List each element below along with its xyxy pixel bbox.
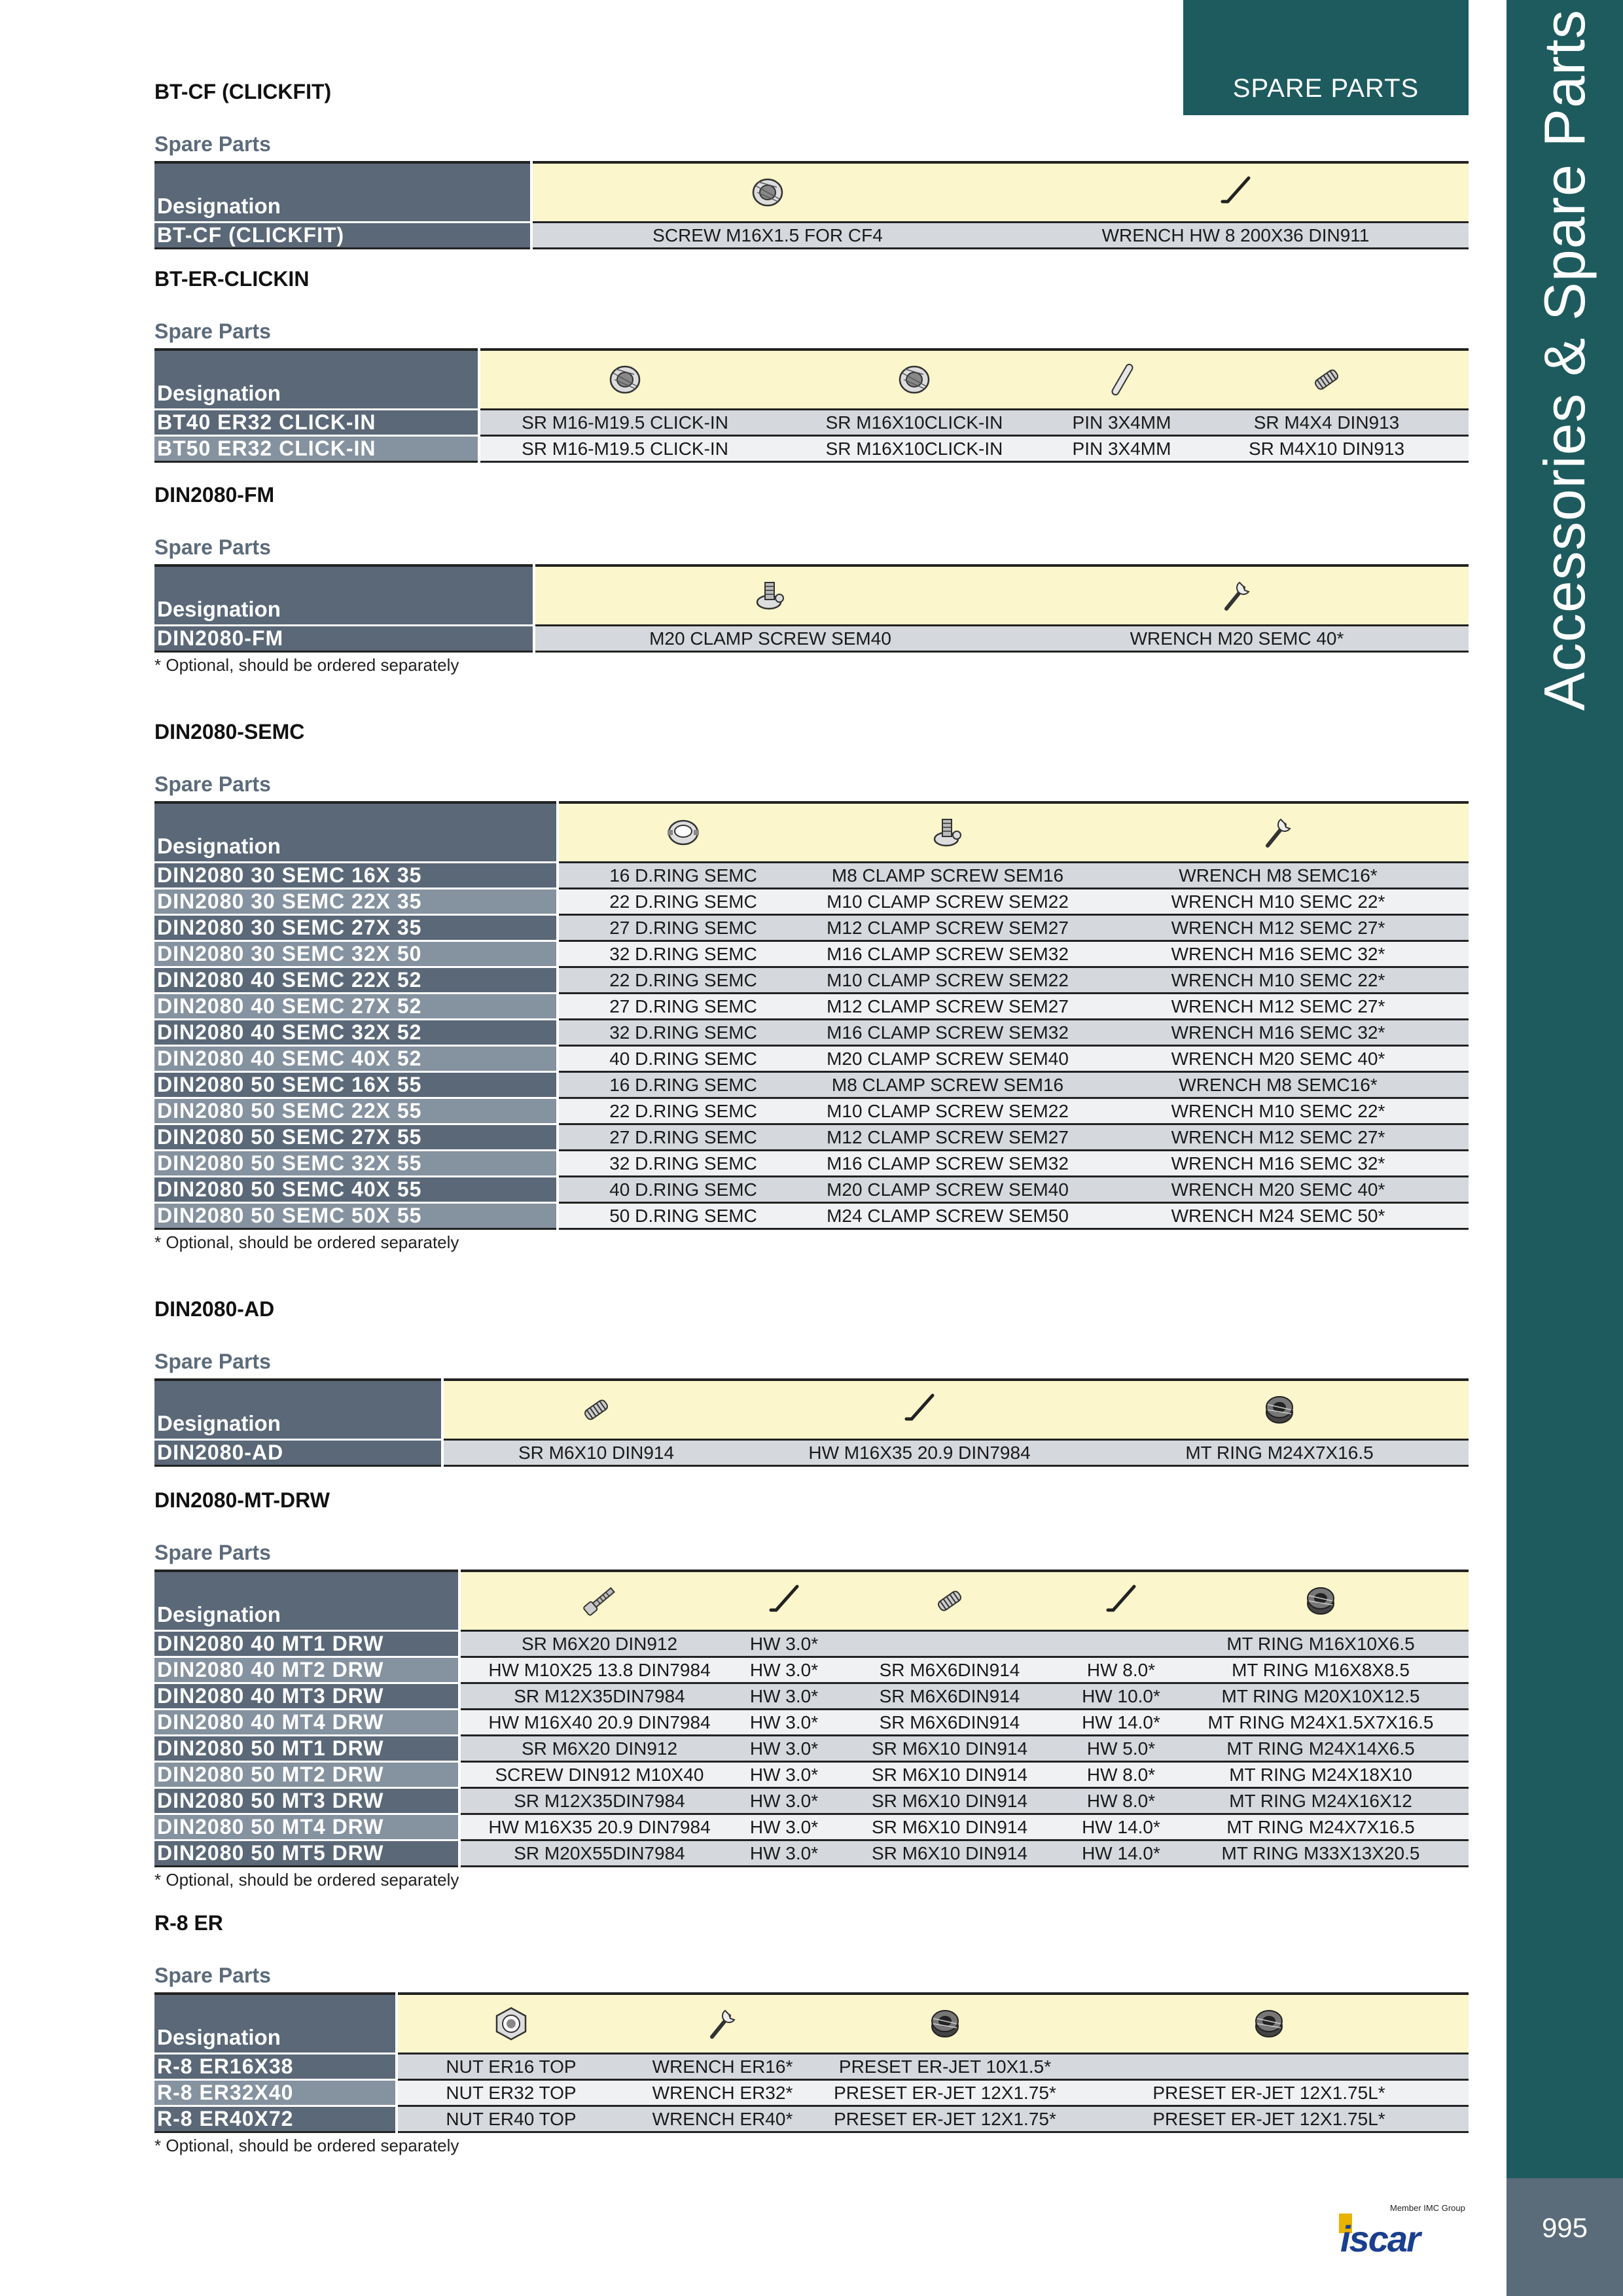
designation-cell: DIN2080 40 SEMC 32X 52: [154, 1020, 558, 1046]
part-cell: SR M16-M19.5 CLICK-IN: [479, 410, 770, 436]
part-cell: SR M4X10 DIN913: [1185, 436, 1469, 462]
designation-cell: DIN2080 50 MT5 DRW: [154, 1840, 459, 1867]
spare-parts-label: Spare Parts: [154, 1964, 271, 1987]
table-row: [154, 1710, 1469, 1736]
part-cell: HW 3.0*: [738, 1657, 830, 1683]
page-number: 995: [1541, 2212, 1588, 2243]
part-cell: M10 CLAMP SCREW SEM22: [808, 889, 1088, 915]
part-cell: M10 CLAMP SCREW SEM22: [808, 1098, 1088, 1124]
part-cell: 32 D.RING SEMC: [558, 1151, 808, 1177]
part-cell: WRENCH M24 SEMC 50*: [1088, 1203, 1469, 1229]
designation-cell: DIN2080 50 SEMC 32X 55: [154, 1151, 558, 1177]
spanner-icon: [1216, 590, 1258, 601]
part-cell: HW 14.0*: [1069, 1840, 1173, 1867]
spanner-icon: [702, 2018, 743, 2029]
spare-parts-label: Spare Parts: [154, 1541, 271, 1564]
part-icon-cell: [808, 802, 1088, 863]
designation-cell: DIN2080 50 MT3 DRW: [154, 1788, 459, 1814]
part-icon-cell: [459, 1571, 738, 1631]
section-din2080-fm: [154, 482, 1469, 675]
designation-cell: DIN2080-FM: [154, 626, 534, 652]
designation-cell: BT50 ER32 CLICK-IN: [154, 436, 479, 462]
table-row: [154, 2106, 1469, 2132]
designation-header: Designation: [154, 565, 534, 626]
designation-header: Designation: [154, 350, 479, 410]
table-row: [154, 1020, 1469, 1046]
table-row: [154, 1657, 1469, 1683]
part-cell: M16 CLAMP SCREW SEM32: [808, 1020, 1088, 1046]
clamp-screw-round-icon: [747, 187, 789, 198]
logo-brand-text: iscar: [1340, 2218, 1419, 2259]
part-cell: HW 3.0*: [738, 1814, 830, 1840]
part-cell: [1069, 2054, 1469, 2080]
table-row: [154, 1814, 1469, 1840]
table-header-row: [154, 565, 1469, 626]
designation-cell: DIN2080 30 SEMC 32X 50: [154, 941, 558, 967]
designation-cell: DIN2080 40 SEMC 27X 52: [154, 994, 558, 1020]
part-cell: M16 CLAMP SCREW SEM32: [808, 941, 1088, 967]
part-cell: [1069, 1631, 1173, 1657]
spare-parts-table: [154, 1378, 1469, 1467]
section-din2080-semc: [154, 719, 1469, 1252]
table-row: [154, 1440, 1469, 1466]
table-row: [154, 1840, 1469, 1867]
spare-parts-table: [154, 1992, 1469, 2133]
part-cell: WRENCH M8 SEMC16*: [1088, 863, 1469, 889]
table-row: [154, 2054, 1469, 2080]
table-row: [154, 863, 1469, 889]
part-cell: 16 D.RING SEMC: [558, 1072, 808, 1098]
side-title: [1507, 0, 1623, 720]
part-cell: M12 CLAMP SCREW SEM27: [808, 915, 1088, 941]
part-icon-cell: [558, 802, 808, 863]
set-screw-icon: [1306, 374, 1347, 385]
part-cell: [830, 1631, 1069, 1657]
part-cell: MT RING M24X14X6.5: [1173, 1736, 1469, 1762]
part-icon-cell: [1185, 350, 1469, 410]
part-cell: MT RING M24X16X12: [1173, 1788, 1469, 1814]
spare-parts-tab-label: SPARE PARTS: [1232, 74, 1419, 103]
hex-wrench-icon: [899, 1404, 940, 1415]
part-cell: M20 CLAMP SCREW SEM40: [808, 1177, 1088, 1203]
part-cell: WRENCH M8 SEMC16*: [1088, 1072, 1469, 1098]
section-din2080-ad: [154, 1296, 1469, 1467]
part-icon-cell: [531, 162, 1003, 223]
table-header-row: [154, 1994, 1469, 2054]
spanner-icon: [1257, 827, 1299, 838]
designation-cell: DIN2080 50 MT4 DRW: [154, 1814, 459, 1840]
part-cell: PRESET ER-JET 10X1.5*: [821, 2054, 1069, 2080]
designation-cell: DIN2080 30 SEMC 27X 35: [154, 915, 558, 941]
nut-icon: [490, 2018, 532, 2029]
part-icon-cell: [749, 1380, 1090, 1440]
part-cell: HW 3.0*: [738, 1840, 830, 1867]
part-icon-cell: [1088, 802, 1469, 863]
clamp-screw-icon: [749, 590, 791, 601]
part-cell: MT RING M24X7X16.5: [1173, 1814, 1469, 1840]
part-cell: SR M6X10 DIN914: [830, 1840, 1069, 1867]
spare-parts-table: [154, 564, 1469, 653]
table-row: [154, 2080, 1469, 2106]
table-row: [154, 1683, 1469, 1710]
part-cell: HW 5.0*: [1069, 1736, 1173, 1762]
spare-parts-table: [154, 801, 1469, 1230]
designation-cell: BT-CF (CLICKFIT): [154, 223, 531, 249]
section-title: DIN2080-AD: [154, 1297, 275, 1321]
table-row: [154, 941, 1469, 967]
part-icon-cell: [442, 1380, 749, 1440]
table-header-row: [154, 350, 1469, 410]
iscar-logo: [1338, 2200, 1469, 2259]
section-bt-cf: [154, 79, 1469, 249]
part-cell: M20 CLAMP SCREW SEM40: [534, 626, 1005, 652]
designation-cell: DIN2080 50 SEMC 16X 55: [154, 1072, 558, 1098]
designation-cell: DIN2080 50 SEMC 50X 55: [154, 1203, 558, 1229]
table-header-row: [154, 162, 1469, 223]
part-cell: SR M6X20 DIN912: [459, 1631, 738, 1657]
designation-header: Designation: [154, 1994, 397, 2054]
part-cell: MT RING M24X18X10: [1173, 1762, 1469, 1788]
hex-wrench-icon: [763, 1595, 805, 1606]
part-cell: PIN 3X4MM: [1059, 410, 1185, 436]
table-row: [154, 1098, 1469, 1124]
part-cell: HW 3.0*: [738, 1683, 830, 1710]
part-cell: MT RING M20X10X12.5: [1173, 1683, 1469, 1710]
part-cell: M20 CLAMP SCREW SEM40: [808, 1046, 1088, 1072]
table-row: [154, 1788, 1469, 1814]
part-cell: HW M16X35 20.9 DIN7984: [749, 1440, 1090, 1466]
logo-member-text: Member IMC Group: [1390, 2203, 1465, 2213]
part-cell: SR M16X10CLICK-IN: [770, 436, 1059, 462]
spare-parts-label: Spare Parts: [154, 132, 271, 156]
designation-header: Designation: [154, 802, 558, 863]
clamp-screw-icon: [927, 827, 969, 838]
part-cell: 22 D.RING SEMC: [558, 1098, 808, 1124]
part-icon-cell: [738, 1571, 830, 1631]
hex-wrench-icon: [1100, 1595, 1142, 1606]
part-cell: HW 8.0*: [1069, 1788, 1173, 1814]
part-cell: WRENCH M20 SEMC 40*: [1005, 626, 1469, 652]
table-row: [154, 410, 1469, 436]
designation-cell: DIN2080 50 MT1 DRW: [154, 1736, 459, 1762]
spare-parts-label: Spare Parts: [154, 772, 271, 796]
part-icon-cell: [821, 1994, 1069, 2054]
section-title: BT-ER-CLICKIN: [154, 267, 310, 291]
table-row: [154, 1124, 1469, 1151]
part-cell: SR M6X10 DIN914: [830, 1736, 1069, 1762]
part-cell: SR M6X10 DIN914: [830, 1788, 1069, 1814]
designation-cell: DIN2080 40 MT3 DRW: [154, 1683, 459, 1710]
part-cell: PRESET ER-JET 12X1.75*: [821, 2106, 1069, 2132]
part-cell: 22 D.RING SEMC: [558, 889, 808, 915]
part-cell: SR M6X20 DIN912: [459, 1736, 738, 1762]
part-cell: SR M20X55DIN7984: [459, 1840, 738, 1867]
part-cell: WRENCH M12 SEMC 27*: [1088, 994, 1469, 1020]
part-cell: SR M6X10 DIN914: [830, 1814, 1069, 1840]
part-icon-cell: [770, 350, 1059, 410]
optional-note: * Optional, should be ordered separately: [154, 1870, 459, 1890]
part-icon-cell: [1069, 1994, 1469, 2054]
part-cell: SR M16-M19.5 CLICK-IN: [479, 436, 770, 462]
part-icon-cell: [1005, 565, 1469, 626]
hex-wrench-icon: [1215, 187, 1257, 198]
designation-cell: DIN2080 30 SEMC 16X 35: [154, 863, 558, 889]
section-r8-er: [154, 1910, 1469, 2155]
part-cell: SCREW DIN912 M10X40: [459, 1762, 738, 1788]
part-cell: SR M6X6DIN914: [830, 1657, 1069, 1683]
part-cell: HW 10.0*: [1069, 1683, 1173, 1710]
table-row: [154, 436, 1469, 462]
designation-cell: R-8 ER32X40: [154, 2080, 397, 2106]
part-cell: HW M16X35 20.9 DIN7984: [459, 1814, 738, 1840]
section-din2080-mt-drw: [154, 1487, 1469, 1890]
designation-cell: DIN2080 50 SEMC 40X 55: [154, 1177, 558, 1203]
part-icon-cell: [1003, 162, 1469, 223]
part-cell: HW 3.0*: [738, 1631, 830, 1657]
part-cell: HW 14.0*: [1069, 1814, 1173, 1840]
part-cell: M8 CLAMP SCREW SEM16: [808, 863, 1088, 889]
part-cell: HW 3.0*: [738, 1710, 830, 1736]
part-cell: WRENCH ER16*: [624, 2054, 821, 2080]
part-cell: WRENCH M16 SEMC 32*: [1088, 1151, 1469, 1177]
designation-cell: DIN2080 50 SEMC 27X 55: [154, 1124, 558, 1151]
pin-icon: [1101, 374, 1143, 385]
part-cell: 50 D.RING SEMC: [558, 1203, 808, 1229]
table-row: [154, 994, 1469, 1020]
part-cell: WRENCH M12 SEMC 27*: [1088, 915, 1469, 941]
part-cell: 32 D.RING SEMC: [558, 1020, 808, 1046]
part-cell: WRENCH HW 8 200X36 DIN911: [1003, 223, 1469, 249]
part-cell: NUT ER16 TOP: [397, 2054, 624, 2080]
part-cell: MT RING M16X8X8.5: [1173, 1657, 1469, 1683]
part-cell: MT RING M16X10X6.5: [1173, 1631, 1469, 1657]
section-title: DIN2080-FM: [154, 483, 275, 507]
table-row: [154, 1203, 1469, 1229]
designation-cell: DIN2080 40 MT1 DRW: [154, 1631, 459, 1657]
designation-cell: DIN2080 50 SEMC 22X 55: [154, 1098, 558, 1124]
section-title: R-8 ER: [154, 1911, 223, 1935]
part-cell: M12 CLAMP SCREW SEM27: [808, 994, 1088, 1020]
part-cell: PIN 3X4MM: [1059, 436, 1185, 462]
threaded-ring-icon: [1258, 1404, 1300, 1415]
part-cell: SR M12X35DIN7984: [459, 1683, 738, 1710]
designation-cell: R-8 ER16X38: [154, 2054, 397, 2080]
spare-parts-label: Spare Parts: [154, 319, 271, 343]
part-cell: MT RING M24X7X16.5: [1090, 1440, 1469, 1466]
part-cell: 32 D.RING SEMC: [558, 941, 808, 967]
part-cell: NUT ER32 TOP: [397, 2080, 624, 2106]
table-header-row: [154, 1571, 1469, 1631]
spare-parts-table: [154, 161, 1469, 249]
part-cell: 27 D.RING SEMC: [558, 915, 808, 941]
part-cell: MT RING M24X1.5X7X16.5: [1173, 1710, 1469, 1736]
table-header-row: [154, 802, 1469, 863]
part-cell: SCREW M16X1.5 FOR CF4: [531, 223, 1003, 249]
table-row: [154, 915, 1469, 941]
part-cell: WRENCH M10 SEMC 22*: [1088, 967, 1469, 994]
part-cell: WRENCH ER40*: [624, 2106, 821, 2132]
part-icon-cell: [1069, 1571, 1173, 1631]
designation-cell: DIN2080 40 MT2 DRW: [154, 1657, 459, 1683]
spare-parts-table: [154, 348, 1469, 463]
designation-cell: DIN2080 40 SEMC 40X 52: [154, 1046, 558, 1072]
designation-cell: DIN2080 40 MT4 DRW: [154, 1710, 459, 1736]
part-icon-cell: [1173, 1571, 1469, 1631]
part-cell: 16 D.RING SEMC: [558, 863, 808, 889]
part-cell: WRENCH M10 SEMC 22*: [1088, 1098, 1469, 1124]
part-cell: HW 3.0*: [738, 1762, 830, 1788]
designation-header: Designation: [154, 1571, 459, 1631]
table-header-row: [154, 1380, 1469, 1440]
part-cell: HW 14.0*: [1069, 1710, 1173, 1736]
part-cell: SR M6X6DIN914: [830, 1710, 1069, 1736]
set-screw-icon: [929, 1595, 971, 1606]
clamp-screw-round-icon: [604, 374, 646, 385]
part-cell: 40 D.RING SEMC: [558, 1046, 808, 1072]
part-cell: HW M16X40 20.9 DIN7984: [459, 1710, 738, 1736]
socket-screw-icon: [579, 1595, 620, 1606]
part-cell: HW 8.0*: [1069, 1657, 1173, 1683]
spare-parts-label: Spare Parts: [154, 535, 271, 559]
clamp-screw-round-icon: [893, 374, 935, 385]
designation-cell: DIN2080 30 SEMC 22X 35: [154, 889, 558, 915]
part-cell: PRESET ER-JET 12X1.75*: [821, 2080, 1069, 2106]
part-cell: 27 D.RING SEMC: [558, 1124, 808, 1151]
part-cell: MT RING M33X13X20.5: [1173, 1840, 1469, 1867]
section-title: DIN2080-SEMC: [154, 720, 305, 744]
part-cell: WRENCH M16 SEMC 32*: [1088, 1020, 1469, 1046]
designation-cell: DIN2080-AD: [154, 1440, 442, 1466]
spare-parts-table: [154, 1570, 1469, 1867]
optional-note: * Optional, should be ordered separately: [154, 655, 459, 675]
part-cell: WRENCH ER32*: [624, 2080, 821, 2106]
table-row: [154, 1177, 1469, 1203]
table-row: [154, 626, 1469, 652]
set-screw-icon: [575, 1404, 617, 1415]
part-icon-cell: [479, 350, 770, 410]
part-cell: M8 CLAMP SCREW SEM16: [808, 1072, 1088, 1098]
table-row: [154, 967, 1469, 994]
part-cell: SR M16X10CLICK-IN: [770, 410, 1059, 436]
threaded-ring-icon: [924, 2018, 966, 2029]
section-bt-er-clickin: [154, 266, 1469, 463]
part-cell: SR M12X35DIN7984: [459, 1788, 738, 1814]
table-row: [154, 1631, 1469, 1657]
part-cell: 27 D.RING SEMC: [558, 994, 808, 1020]
part-cell: PRESET ER-JET 12X1.75L*: [1069, 2106, 1469, 2132]
part-cell: HW 8.0*: [1069, 1762, 1173, 1788]
part-cell: WRENCH M16 SEMC 32*: [1088, 941, 1469, 967]
part-cell: M16 CLAMP SCREW SEM32: [808, 1151, 1088, 1177]
part-cell: SR M6X10 DIN914: [442, 1440, 749, 1466]
part-cell: HW M10X25 13.8 DIN7984: [459, 1657, 738, 1683]
designation-cell: BT40 ER32 CLICK-IN: [154, 410, 479, 436]
designation-cell: DIN2080 50 MT2 DRW: [154, 1762, 459, 1788]
designation-cell: R-8 ER40X72: [154, 2106, 397, 2132]
part-cell: M12 CLAMP SCREW SEM27: [808, 1124, 1088, 1151]
part-icon-cell: [830, 1571, 1069, 1631]
ring-icon: [662, 827, 704, 838]
part-cell: WRENCH M12 SEMC 27*: [1088, 1124, 1469, 1151]
part-icon-cell: [534, 565, 1005, 626]
table-row: [154, 889, 1469, 915]
part-cell: 22 D.RING SEMC: [558, 967, 808, 994]
part-cell: WRENCH M10 SEMC 22*: [1088, 889, 1469, 915]
part-cell: SR M4X4 DIN913: [1185, 410, 1469, 436]
part-cell: NUT ER40 TOP: [397, 2106, 624, 2132]
designation-header: Designation: [154, 1380, 442, 1440]
part-cell: SR M6X6DIN914: [830, 1683, 1069, 1710]
table-row: [154, 1046, 1469, 1072]
part-cell: M24 CLAMP SCREW SEM50: [808, 1203, 1088, 1229]
part-cell: M10 CLAMP SCREW SEM22: [808, 967, 1088, 994]
table-row: [154, 1072, 1469, 1098]
threaded-ring-icon: [1248, 2018, 1290, 2029]
table-row: [154, 1762, 1469, 1788]
threaded-ring-icon: [1300, 1595, 1342, 1606]
table-row: [154, 223, 1469, 249]
part-cell: PRESET ER-JET 12X1.75L*: [1069, 2080, 1469, 2106]
part-icon-cell: [397, 1994, 624, 2054]
part-icon-cell: [1090, 1380, 1469, 1440]
section-title: BT-CF (CLICKFIT): [154, 80, 332, 103]
designation-header: Designation: [154, 162, 531, 223]
part-cell: SR M6X10 DIN914: [830, 1762, 1069, 1788]
part-icon-cell: [1059, 350, 1185, 410]
side-title-text: Accessories & Spare Parts: [1532, 9, 1597, 711]
part-icon-cell: [624, 1994, 821, 2054]
section-title: DIN2080-MT-DRW: [154, 1488, 330, 1512]
part-cell: 40 D.RING SEMC: [558, 1177, 808, 1203]
part-cell: HW 3.0*: [738, 1788, 830, 1814]
table-row: [154, 1151, 1469, 1177]
optional-note: * Optional, should be ordered separately: [154, 1232, 459, 1252]
table-row: [154, 1736, 1469, 1762]
part-cell: HW 3.0*: [738, 1736, 830, 1762]
part-cell: WRENCH M20 SEMC 40*: [1088, 1177, 1469, 1203]
designation-cell: DIN2080 40 SEMC 22X 52: [154, 967, 558, 994]
optional-note: * Optional, should be ordered separately: [154, 2136, 459, 2155]
spare-parts-label: Spare Parts: [154, 1350, 271, 1373]
part-cell: WRENCH M20 SEMC 40*: [1088, 1046, 1469, 1072]
